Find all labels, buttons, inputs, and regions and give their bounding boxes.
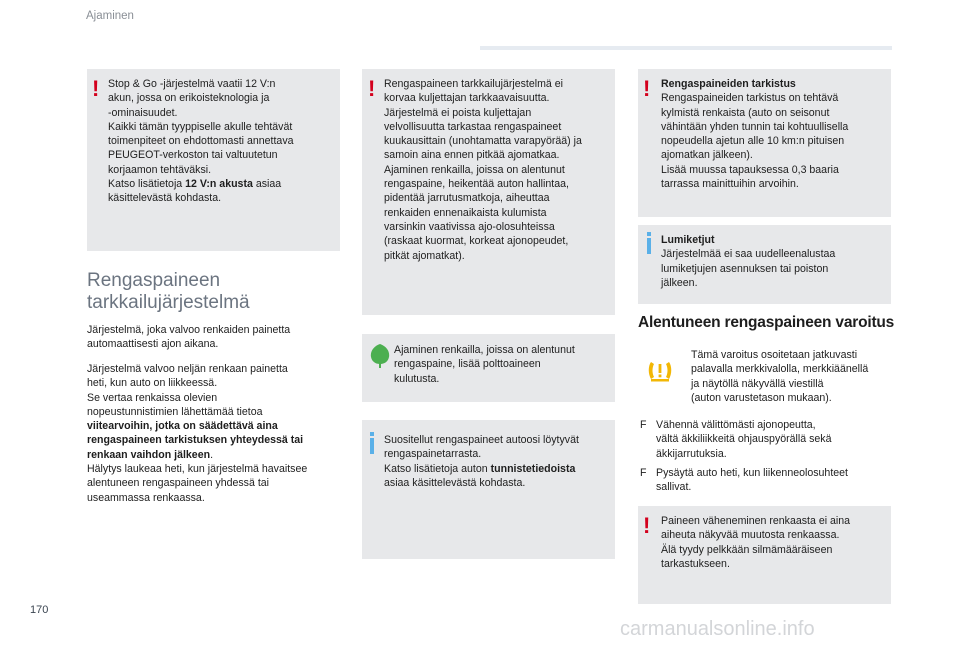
info-icon: [647, 238, 651, 254]
eco-text: Ajaminen renkailla, joissa on alentunut rengaspaine, lisää polttoaineen kulutusta.: [394, 344, 575, 385]
snow-chains-text: Lumiketjut Järjestelmää ei saa uudelleenalustaa lumiketjujen asennuksen tai poiston jälkeen.: [661, 234, 836, 289]
info-icon: [370, 438, 374, 454]
pressures-info-text: Suositellut rengaspaineet autoosi löytyvät rengaspainetarrasta. Katso lisätietoja auton tunnistetiedoista asiaa käsittelevästä kohdasta.: [384, 434, 579, 489]
warning-icon: !: [92, 76, 100, 101]
section-title: Rengaspaineen tarkkailujärjestelmä: [87, 270, 250, 313]
battery-warning-text: Stop & Go -järjestelmä vaatii 12 V:n akun, jossa on erikoisteknologia ja -ominaisuudet. Kaikki tämän tyyppiselle akulle tehtävät toimenpiteet on ehdottomasti annettava PEUGEOT-verkoston tai valtuutetun korjaamon tehtäväksi. Katso lisätietoja 12 V:n akusta asiaa käsittelevästä kohdasta.: [108, 78, 294, 205]
visual-warning-text: Paineen väheneminen renkaasta ei aina aiheuta näkyvää muutosta renkaassa. Älä tyydy pelkkään silmämääräiseen tarkastukseen.: [661, 515, 851, 570]
warning-icon: !: [643, 76, 651, 101]
intro-paragraph: Järjestelmä, joka valvoo renkaiden painetta automaattisesti ajon aikana.: [87, 324, 291, 351]
system-description: Järjestelmä valvoo neljän renkaan painetta heti, kun auto on liikkeessä. Se vertaa renkaissa olevien nopeustunnistimien lähettämää tietoa viitearvoihin, jotka on säädettävä aina rengaspaineen tarkistuksen yhteydessä tai renkaan vaihdon jälkeen. Hälytys laukeaa heti, kun järjestelmä havaitsee alentuneen rengaspaineen yhdessä tai useammassa renkaassa.: [87, 363, 308, 504]
header-title: Ajaminen: [86, 10, 134, 22]
alert-description: Tämä varoitus osoitetaan jatkuvasti palavalla merkkivalolla, merkkiäänellä ja näytöllä näkyvällä viestillä (auton varustetason mukaan).: [691, 349, 869, 404]
snow-chains-title: Lumiketjut: [661, 234, 715, 246]
bullet-item: Pysäytä auto heti, kun liikenneolosuhteet sallivat.: [656, 467, 848, 494]
check-warning-title: Rengaspaineiden tarkistus: [661, 78, 796, 90]
tire-pressure-warning-icon: [645, 359, 675, 385]
watermark: carmanualsonline.info: [620, 618, 815, 640]
header-divider: [480, 46, 892, 50]
bullet-marker: F: [640, 467, 647, 479]
warning-icon: !: [368, 76, 376, 101]
subsection-title: Alentuneen rengaspaineen varoitus: [638, 314, 895, 331]
monitoring-warning-text: Rengaspaineen tarkkailujärjestelmä ei korvaa kuljettajan tarkkaavaisuutta. Järjestelmä ei poista kuljettajan velvollisuutta tarkastaa rengaspaineet kuukausittain (unohtamatta varapyörää) ja samoin aina ennen pitkää ajomatkaa. Ajaminen renkailla, joissa on alentunut rengaspaine, heikentää auton hallintaa, pidentää jarrutusmatkoja, aiheuttaa renkaiden ennenaikaista kulumista varsinkin vaativissa ajo-olosuhteissa (raskaat kuormat, korkeat ajonopeudet, pitkät ajomatkat).: [384, 78, 582, 262]
bullet-item: Vähennä välittömästi ajonopeutta, vältä äkkiliikkeitä ohjauspyörällä sekä äkkijarrutuksia.: [656, 419, 832, 460]
check-warning-text: Rengaspaineiden tarkistus Rengaspaineiden tarkistus on tehtävä kylmistä renkaista (auto on seisonut vähintään yhden tunnin tai kohtuullisella nopeudella ajetun alle 10 km:n pituisen ajomatkan jälkeen). Lisää muussa tapauksessa 0,3 baaria tarrassa mainittuihin arvoihin.: [661, 78, 849, 191]
eco-icon: [366, 342, 394, 370]
info-icon-dot: [647, 232, 651, 236]
bullet-marker: F: [640, 419, 647, 431]
warning-icon: !: [643, 513, 651, 538]
page-number: 170: [30, 604, 49, 616]
info-icon-dot: [370, 432, 374, 436]
